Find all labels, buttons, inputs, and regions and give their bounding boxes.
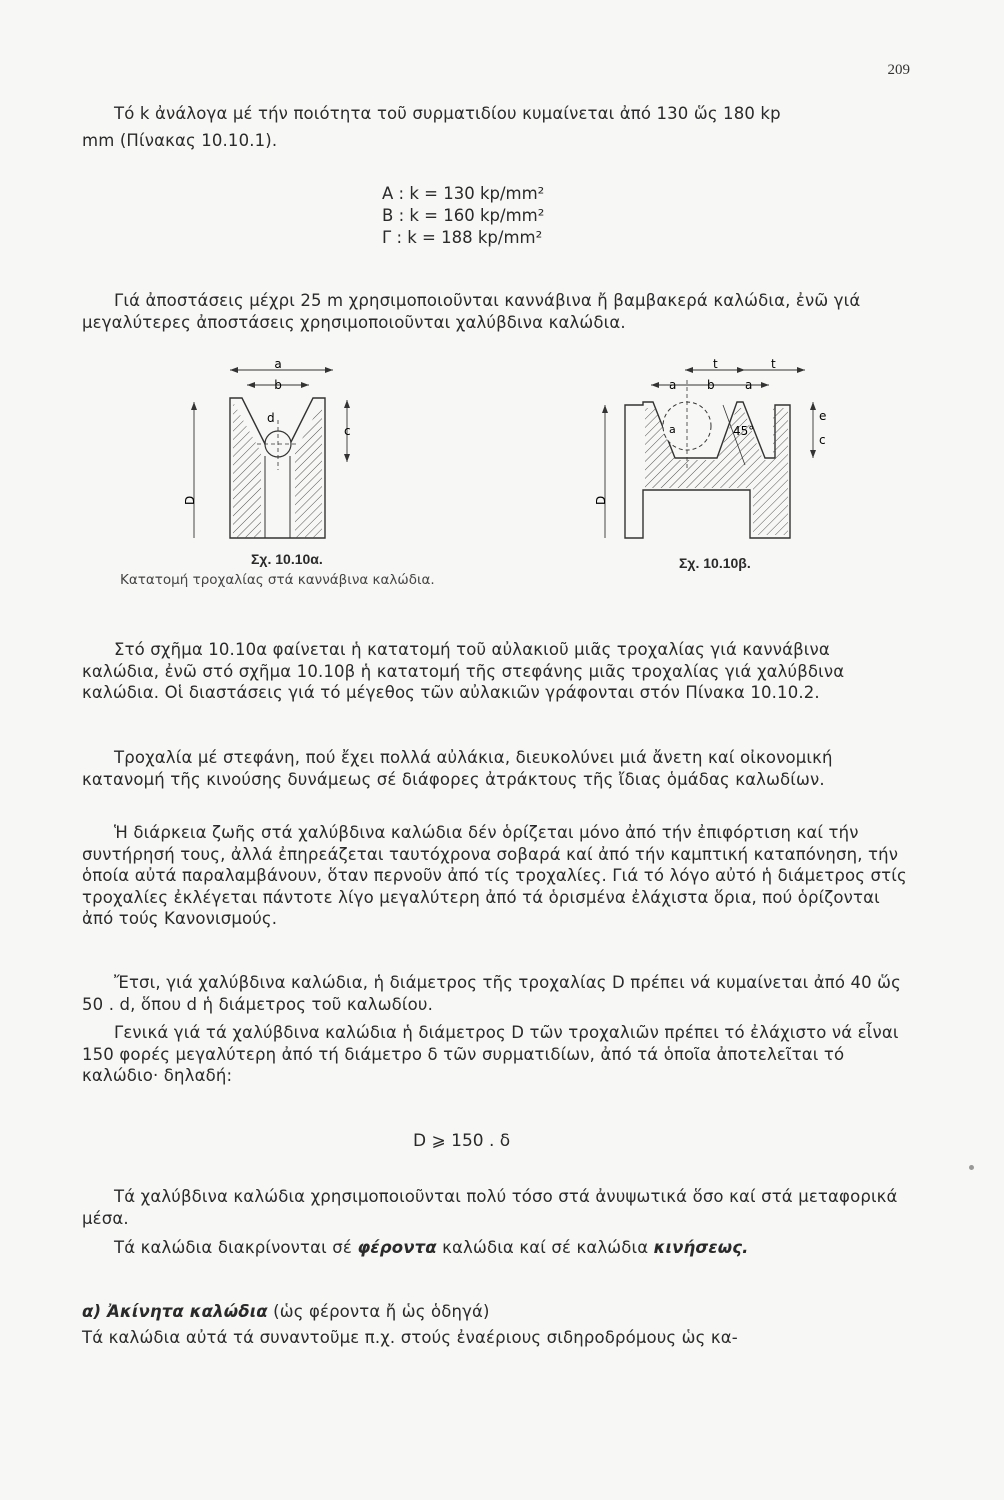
paragraph-distances: Γιά ἀποστάσεις μέχρι 25 m χρησιμοποιοῦνται καννάβινα ἤ βαμβακερά καλώδια, ἐνῶ γιά μεγαλύτερες ἀποστάσεις χρησιμοποιοῦνται χαλύβδινα καλώδια. (82, 291, 861, 332)
fig-b-dim-b: b (707, 378, 715, 392)
fig-b-dim-t1: t (713, 357, 718, 371)
fig-a-dim-b: b (274, 378, 282, 392)
intro-line-2: mm (Πίνακας 10.10.1). (82, 131, 278, 150)
fig-a-dim-d: d (267, 411, 275, 425)
fig-b-dim-c: c (819, 433, 826, 447)
section-rest: (ὡς φέροντα ἤ ὡς ὁδηγά) (267, 1302, 490, 1321)
paragraph-lifespan: Ἡ διάρκεια ζωῆς στά χαλύβδινα καλώδια δέν ὁρίζεται μόνο ἀπό τήν ἐπιφόρτιση καί τήν συντήρησή τους, ἀλλά ἐπηρεάζεται ταυτόχρονα σοβαρά καί ἀπό τήν καμπτική καταπόνηση, τήν ὁποία αὐτά παραλαμβάνουν, ὅταν περνοῦν ἀπό τίς τροχαλίες. Γιά τό λόγο αὐτό ἡ διάμετρος στίς τροχαλίες ἐκλέγεται πάντοτε λίγο μεγαλύτερη ἀπό τά ὁρισμένα ἐλάχιστα ὅρια, πού ὁρίζονται ἀπό τούς Κανονισμούς. (82, 823, 907, 928)
formula-a: A : k = 130 kp/mm² (382, 184, 545, 203)
fig-b-small-a: a (669, 423, 676, 436)
fig-a-dim-D: D (183, 495, 197, 505)
paragraph-multigroove: Τροχαλία μέ στεφάνη, πού ἔχει πολλά αὐλάκια, διευκολύνει μιά ἄνετη καί οἰκονομική κατανομή τῆς κινούσης δυνάμεως σέ διάφορες ἀτράκτους τῆς ἴδιας ὁμάδας καλωδίων. (82, 748, 833, 789)
types-bold-bearing: φέροντα (357, 1238, 437, 1257)
fig-b-dim-e: e (819, 409, 827, 423)
scan-speck (969, 1165, 974, 1170)
formula-b: B : k = 160 kp/mm² (382, 206, 545, 225)
page-number: 209 (887, 62, 910, 78)
section-marker: α) Ἀκίνητα καλώδια (82, 1302, 268, 1321)
fig-b-dim-a2: a (745, 378, 753, 392)
figure-10-10b (585, 357, 830, 545)
intro-line-1: Τό k ἀνάλογα μέ τήν ποιότητα τοῦ συρματιδίου κυμαίνεται ἀπό 130 ὥς 180 kp (114, 104, 781, 123)
paragraph-diameter-range: Ἔτσι, γιά χαλύβδινα καλώδια, ἡ διάμετρος τῆς τροχαλίας D πρέπει νά κυμαίνεται ἀπό 40 ὥς 50 . d, ὅπου d ἡ διάμετρος τοῦ καλωδίου. (82, 973, 901, 1014)
k-values-block (382, 183, 544, 249)
fig-b-dim-a1: a (669, 378, 677, 392)
fig-b-label: Σχ. 10.10β. (679, 555, 751, 571)
fig-b-dim-t2: t (771, 357, 776, 371)
section-heading (82, 1301, 912, 1323)
types-text-1: Τά καλώδια διακρίνονται σέ (114, 1238, 358, 1257)
figure-10-10a (183, 357, 365, 545)
types-bold-motion: κινήσεως. (653, 1238, 749, 1257)
paragraph-types (82, 1237, 912, 1259)
fig-b-angle: 45° (733, 424, 755, 438)
paragraph-fig-description: Στό σχῆμα 10.10α φαίνεται ἡ κατατομή τοῦ αὐλακιοῦ μιᾶς τροχαλίας γιά καννάβινα καλώδια, ἐνῶ στό σχῆμα 10.10β ἡ κατατομή τῆς στεφάνης μιᾶς τροχαλίας γιά χαλύβδινα καλώδια. Οἱ διαστάσεις γιά τό μέγεθος τῶν αὐλακιῶν γράφονται στόν Πίνακα 10.10.2. (82, 640, 845, 702)
fig-b-dim-D: D (594, 495, 608, 505)
types-text-2: καλώδια καί σέ καλώδια (436, 1238, 654, 1257)
paragraph-min-diameter: Γενικά γιά τά χαλύβδινα καλώδια ἡ διάμετρος D τῶν τροχαλιῶν πρέπει τό ἐλάχιστο νά εἶναι 150 φορές μεγαλύτερη ἀπό τή διάμετρο δ τῶν συρματιδίων, ἀπό τά ὁποῖα ἀποτελεῖται τό καλώδιο· δηλαδή: (82, 1023, 899, 1085)
formula-g: Γ : k = 188 kp/mm² (382, 228, 543, 247)
paragraph-uses: Τά χαλύβδινα καλώδια χρησιμοποιοῦνται πολύ τόσο στά ἀνυψωτικά ὅσο καί στά μεταφορικά μέσα. (82, 1187, 898, 1228)
last-line: Τά καλώδια αὐτά τά συναντοῦμε π.χ. στούς ἐναέριους σιδηροδρόμους ὡς κα- (82, 1328, 738, 1347)
main-formula: D ⩾ 150 . δ (413, 1131, 511, 1151)
fig-a-subcaption: Κατατομή τροχαλίας στά καννάβινα καλώδια. (120, 572, 435, 588)
fig-a-dim-c: c (344, 424, 351, 438)
fig-a-dim-a: a (274, 357, 282, 371)
fig-a-label: Σχ. 10.10α. (251, 551, 323, 567)
